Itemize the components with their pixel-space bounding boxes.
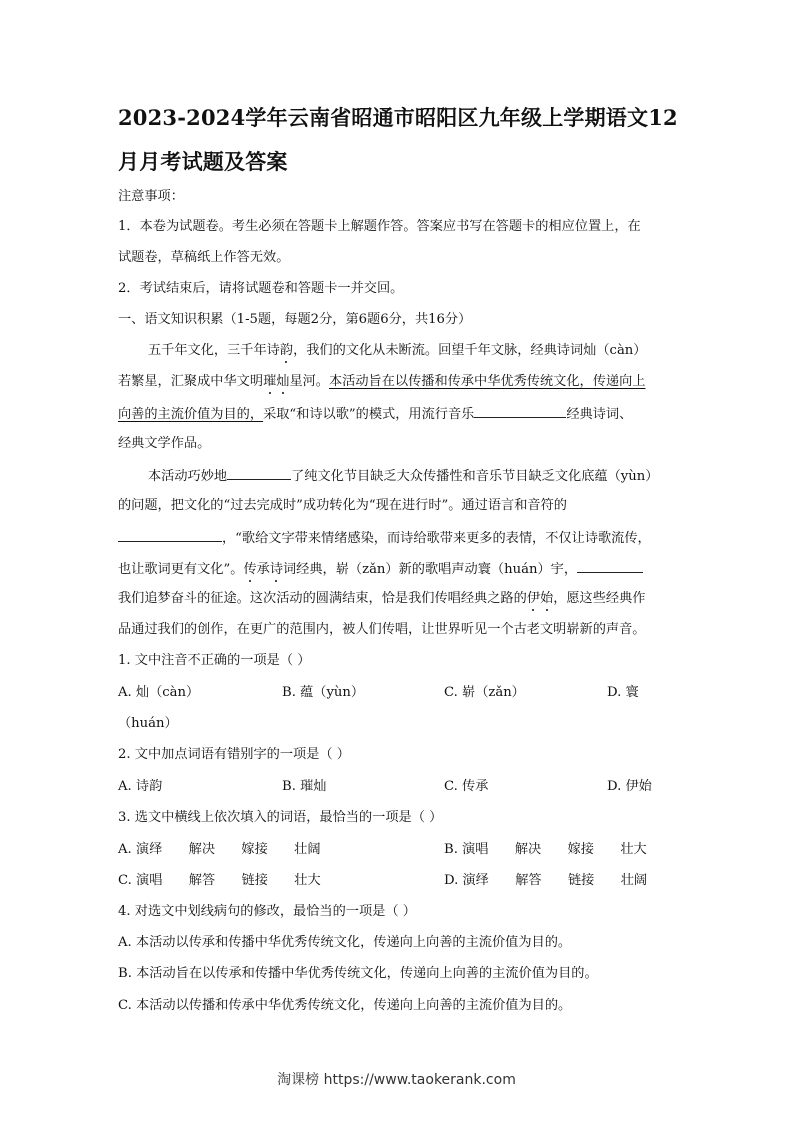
dotted-char: 璀: [263, 374, 277, 389]
question-4-stem: 4. 对选文中划线病句的修改，最恰当的一项是（ ）: [118, 904, 416, 919]
document-title: [118, 96, 678, 184]
dotted-char: 诗: [269, 562, 283, 577]
question-4-option-a: A. 本活动以传承和传播中华优秀传统文化，传递向上向善的主流价值为目的。: [118, 935, 572, 950]
question-1-option-a: A. 灿（càn）: [118, 685, 200, 700]
question-3-option-d: D. 演绎 解答 链接 壮阔: [444, 873, 648, 888]
question-2-option-c: C. 传承: [444, 779, 489, 794]
question-3-option-a: A. 演绎 解决 嫁接 壮阔: [118, 842, 321, 857]
title-line-2: 月月考试题及答案: [118, 149, 288, 174]
question-1-option-c: C. 崭（zǎn）: [444, 685, 525, 700]
paragraph-2-line-5: 我们追梦奋斗的征途。这次活动的圆满结束，恰是我们传唱经典之路的伊始，愿这些经典作: [118, 591, 646, 606]
paragraph-1-line-3: 向善的主流价值为目的，采取“和诗以歌”的模式，用流行音乐 经典诗词、: [118, 403, 632, 425]
question-3-option-c: C. 演唱 解答 链接 壮大: [118, 873, 321, 888]
question-1-option-d: D. 寰: [607, 685, 639, 700]
paragraph-2-line-2: 的问题，把文化的“过去完成时”成功转化为“现在进行时”。通过语言和音符的: [118, 498, 567, 513]
question-2-stem: 2. 文中加点词语有错别字的一项是（ ）: [118, 747, 350, 762]
dotted-char: 始: [540, 591, 554, 606]
question-2-option-d: D. 伊始: [607, 779, 652, 794]
question-3-stem: 3. 选文中横线上依次填入的词语，最恰当的一项是（ ）: [118, 810, 443, 825]
section-heading: 一、语文知识积累（1-5题，每题2分，第6题6分，共16分）: [118, 312, 472, 327]
dotted-char: 伊: [526, 591, 540, 606]
question-1-option-d-cont: （huán）: [118, 716, 178, 731]
paragraph-2-line-4: 也让歌词更有文化”。传承诗词经典，崭（zǎn）新的歌唱声动寰（huán）宇，: [118, 558, 643, 580]
underlined-sentence-cont: 向善的主流价值为目的，: [118, 407, 264, 422]
fill-blank: [118, 527, 222, 542]
notice-item-1: 1．本卷为试题卷。考生必须在答题卡上解题作答。答案应书写在答题卡的相应位置上，在: [118, 219, 641, 234]
paragraph-1-line-2: 若繁星，汇聚成中华文明璀灿星河。本活动旨在以传播和传承中华优秀传统文化，传递向上: [118, 374, 646, 389]
question-4-option-b: B. 本活动旨在以传承和传播中华优秀传统文化，传递向上向善的主流价值为目的。: [118, 966, 598, 981]
title-line-1: 2023-2024学年云南省昭通市昭阳区九年级上学期语文12: [118, 105, 678, 130]
notice-heading: 注意事项：: [118, 189, 184, 204]
question-3-option-b: B. 演唱 解决 嫁接 壮大: [444, 842, 647, 857]
question-1-option-b: B. 蕴（yùn）: [282, 685, 365, 700]
question-4-option-c: C. 本活动以传播和传承中华优秀传统文化，传递向上向善的主流价值为目的。: [118, 998, 572, 1013]
paragraph-2-line-3: ，“歌给文字带来情绪感染，而诗给歌带来更多的表情，不仅让诗歌流传，: [118, 527, 651, 549]
fill-blank: [227, 465, 291, 480]
dotted-char: 韵: [279, 343, 294, 358]
footer-watermark: 淘课榜 https://www.taokerank.com: [277, 1072, 516, 1088]
fill-blank: [577, 558, 643, 573]
fill-blank: [474, 403, 566, 418]
paragraph-1-line-1: 五千年文化，三千年诗韵，我们的文化从未断流。回望千年文脉，经典诗词灿（càn）: [148, 343, 647, 358]
paragraph-1-line-4: 经典文学作品。: [118, 436, 211, 451]
underlined-sentence: 本活动旨在以传播和传承中华优秀传统文化，传递向上: [329, 374, 646, 389]
dotted-char: 灿: [276, 374, 290, 389]
paragraph-2-line-6: 品通过我们的创作，在更广的范围内，被人们传唱，让世界听见一个古老文明崭新的声音。: [118, 622, 646, 637]
notice-item-2: 2．考试结束后，请将试题卷和答题卡一并交回。: [118, 281, 404, 296]
paragraph-2-line-1: 本活动巧妙地 了纯文化节目缺乏大众传播性和音乐节目缺乏文化底蕴（yùn）: [148, 465, 658, 487]
dotted-char: 传: [243, 562, 257, 577]
question-2-option-b: B. 璀灿: [282, 779, 327, 794]
notice-item-1-cont: 试题卷，草稿纸上作答无效。: [118, 250, 290, 265]
question-2-option-a: A. 诗韵: [118, 779, 163, 794]
question-1-stem: 1. 文中注音不正确的一项是（ ）: [118, 653, 311, 668]
